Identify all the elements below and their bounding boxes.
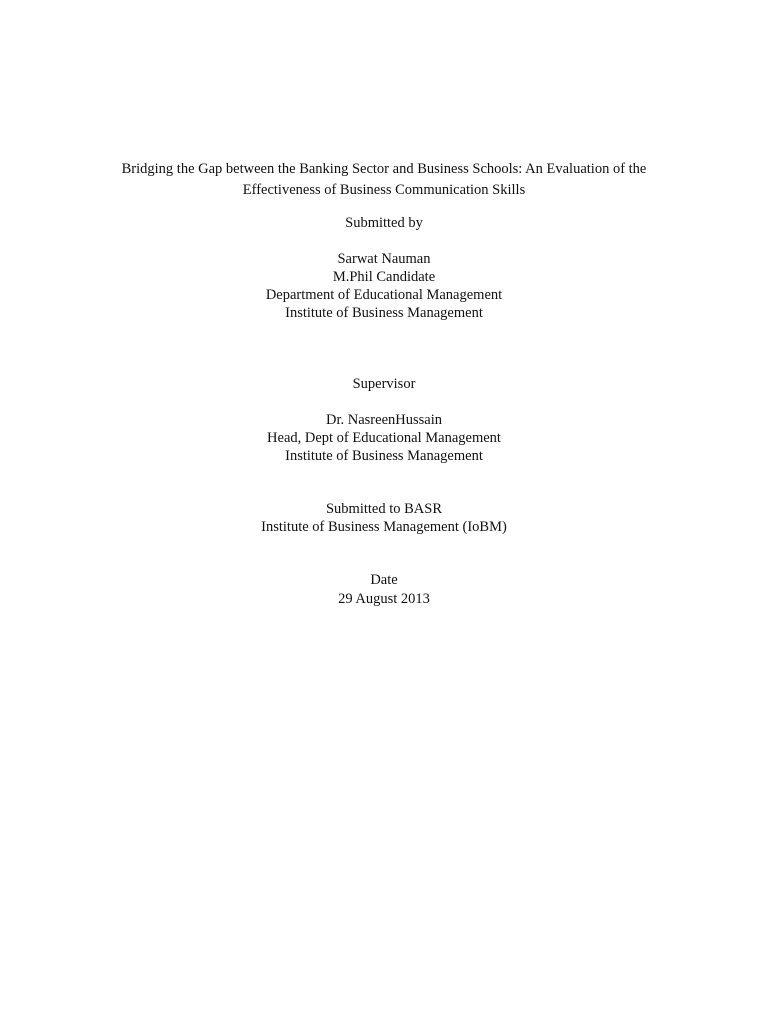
author-institute: Institute of Business Management — [285, 305, 483, 321]
submitted-by-label: Submitted by — [345, 215, 423, 231]
title-line-1: Bridging the Gap between the Banking Sector and Business Schools: An Evaluation of the — [121, 161, 647, 177]
title-line-2: Effectiveness of Business Communication Skills — [242, 182, 526, 198]
submitted-to-institute: Institute of Business Management (IoBM) — [261, 519, 507, 535]
supervisor-label: Supervisor — [352, 376, 416, 392]
supervisor-institute: Institute of Business Management — [285, 448, 483, 464]
author-role: M.Phil Candidate — [332, 269, 436, 285]
date-value: 29 August 2013 — [338, 591, 430, 607]
author-name: Sarwat Nauman — [337, 251, 431, 267]
supervisor-name: Dr. NasreenHussain — [326, 412, 442, 428]
author-department: Department of Educational Management — [265, 287, 503, 303]
submitted-to-label: Submitted to BASR — [325, 501, 443, 517]
date-label: Date — [370, 572, 398, 588]
supervisor-role: Head, Dept of Educational Management — [267, 430, 501, 446]
